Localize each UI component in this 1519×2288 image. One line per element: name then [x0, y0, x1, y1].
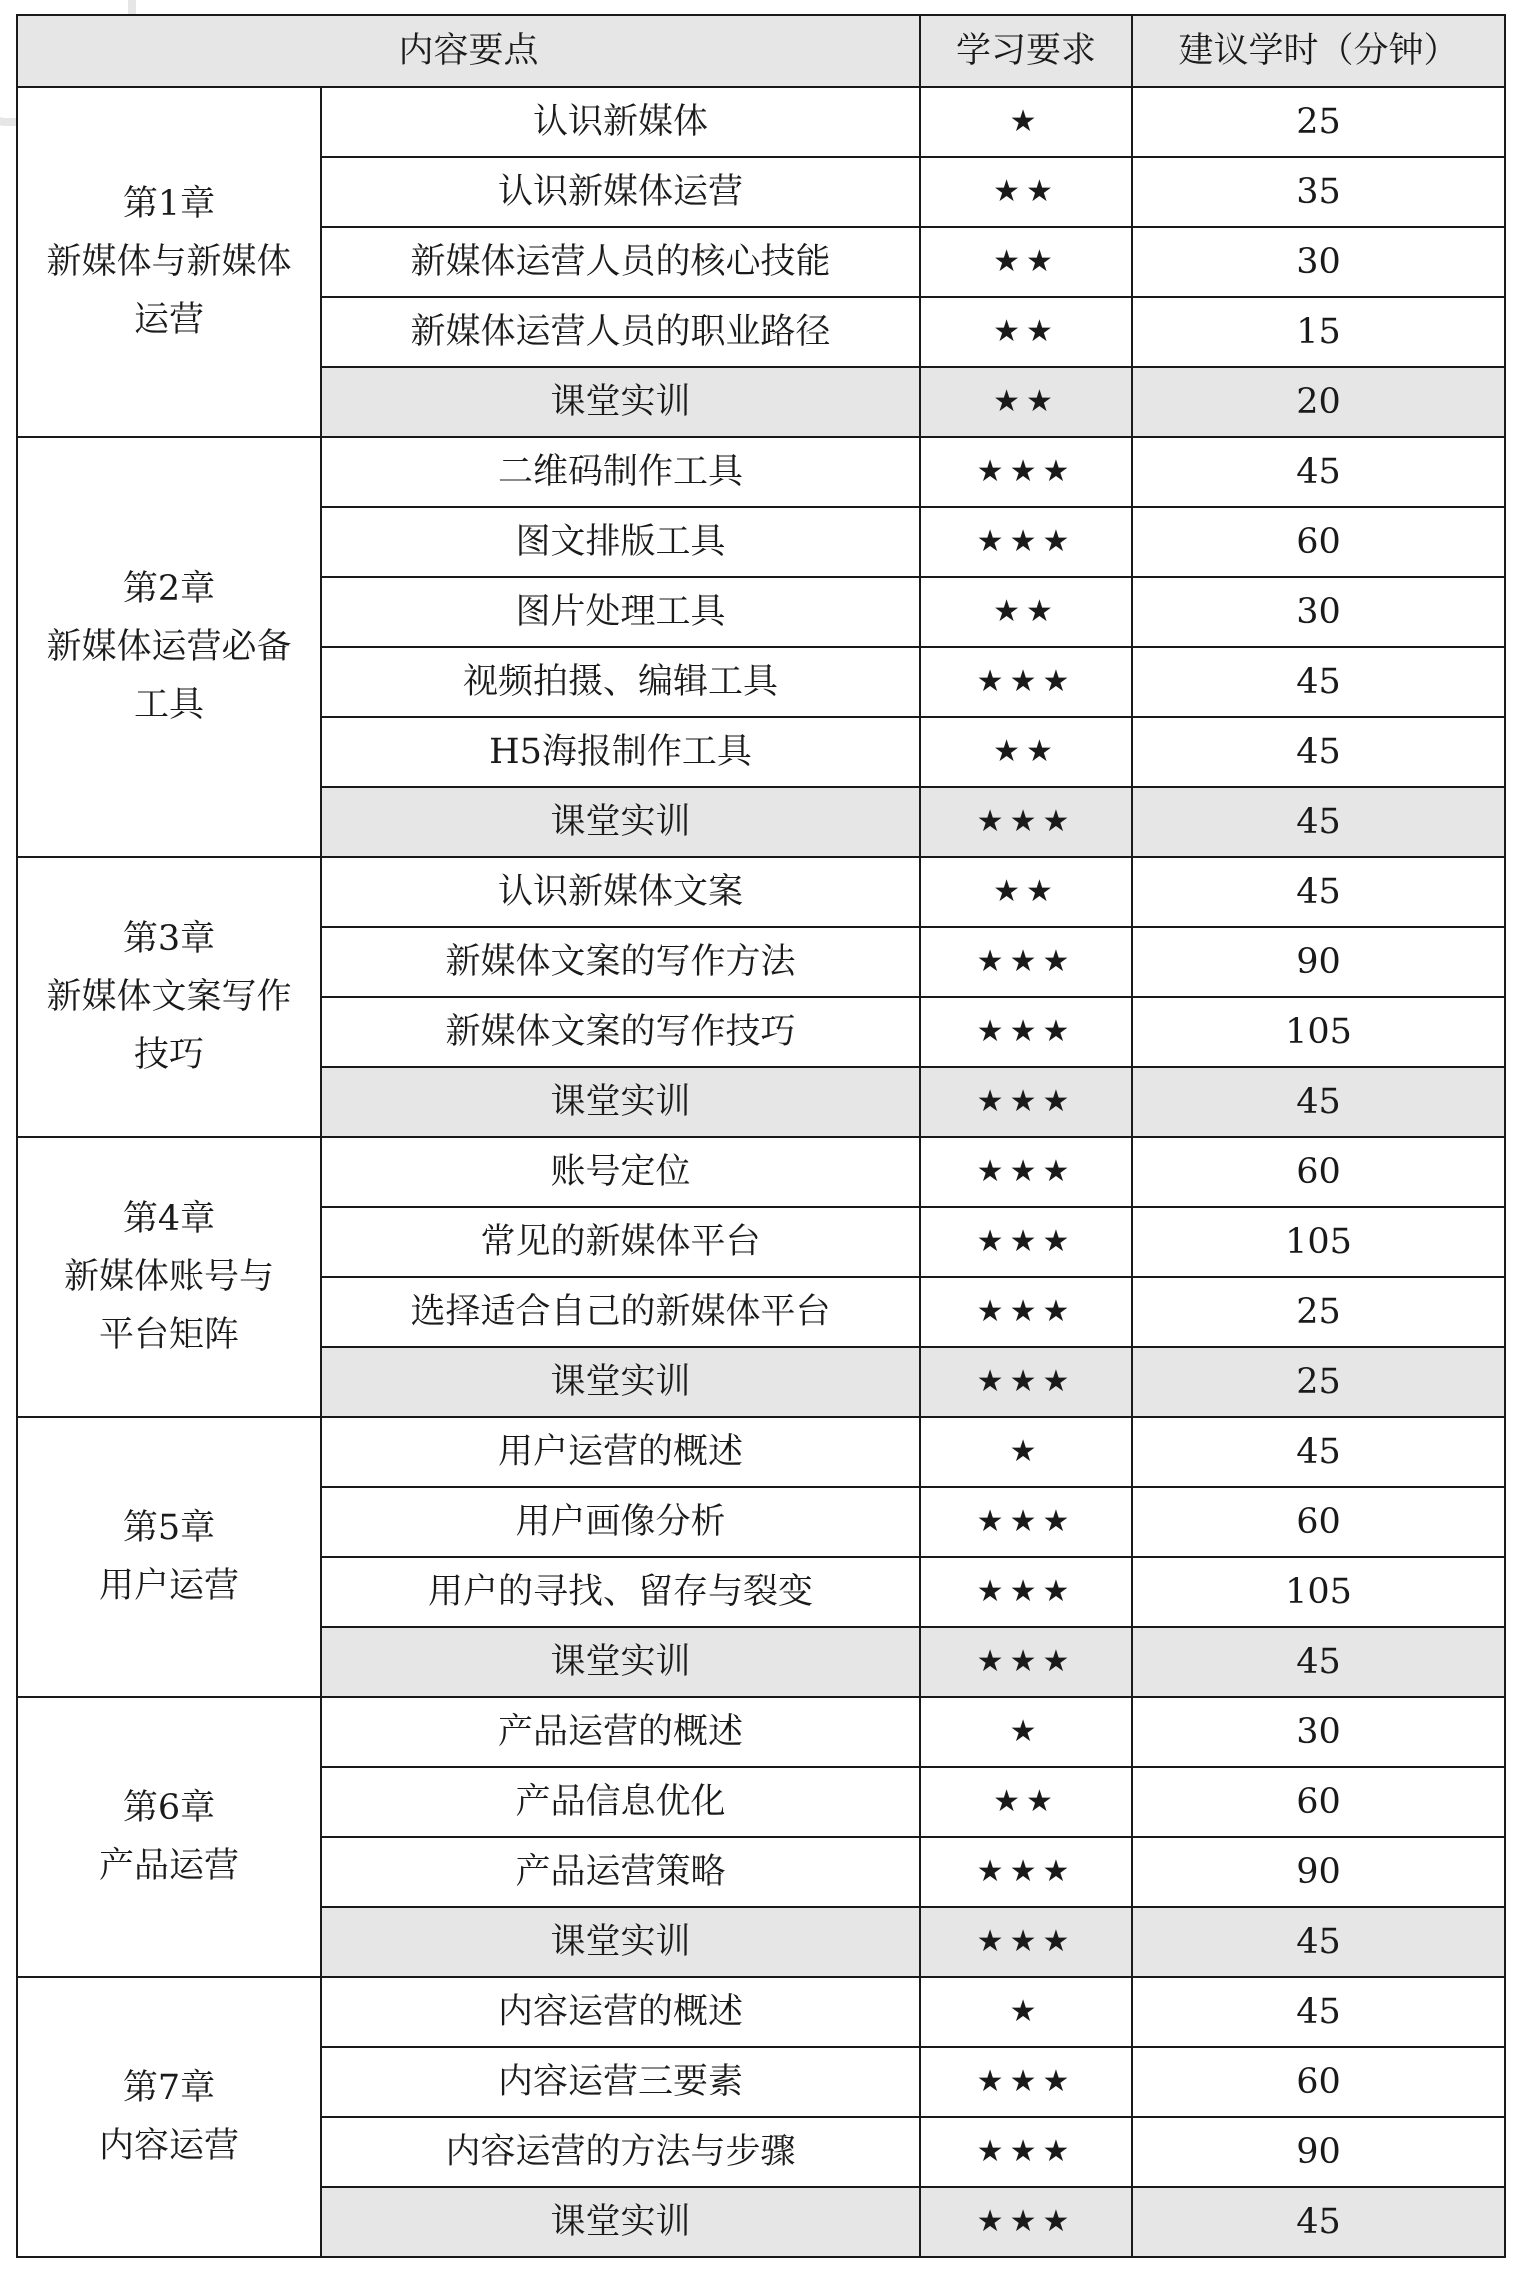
topic-cell: 新媒体运营人员的职业路径 — [321, 297, 920, 367]
topic-cell: 新媒体文案的写作技巧 — [321, 997, 920, 1067]
topic-cell: 课堂实训 — [321, 1627, 920, 1697]
minutes-cell: 30 — [1132, 577, 1505, 647]
requirement-stars: ★★★ — [920, 1067, 1132, 1137]
requirement-stars: ★★★ — [920, 2187, 1132, 2257]
topic-cell: 认识新媒体运营 — [321, 157, 920, 227]
minutes-cell: 30 — [1132, 1697, 1505, 1767]
header-hours: 建议学时（分钟） — [1132, 15, 1505, 87]
topic-cell: 内容运营的概述 — [321, 1977, 920, 2047]
minutes-cell: 90 — [1132, 1837, 1505, 1907]
requirement-stars: ★★ — [920, 157, 1132, 227]
table-header — [17, 15, 1505, 87]
topic-cell: 常见的新媒体平台 — [321, 1207, 920, 1277]
topic-cell: 新媒体运营人员的核心技能 — [321, 227, 920, 297]
minutes-cell: 105 — [1132, 997, 1505, 1067]
requirement-stars: ★★★ — [920, 1837, 1132, 1907]
header-requirement: 学习要求 — [920, 15, 1132, 87]
topic-cell: H5海报制作工具 — [321, 717, 920, 787]
requirement-stars: ★★ — [920, 717, 1132, 787]
minutes-cell: 90 — [1132, 927, 1505, 997]
requirement-stars: ★★★ — [920, 1627, 1132, 1697]
chapter-title-line: 运营 — [133, 300, 204, 340]
chapter-number: 第6章 — [122, 1788, 216, 1828]
requirement-stars: ★★ — [920, 227, 1132, 297]
chapter-cell — [17, 1977, 321, 2257]
topic-cell: 二维码制作工具 — [321, 437, 920, 507]
topic-cell: 认识新媒体文案 — [321, 857, 920, 927]
minutes-cell: 15 — [1132, 297, 1505, 367]
requirement-stars: ★ — [920, 1697, 1132, 1767]
topic-cell: 产品运营的概述 — [321, 1697, 920, 1767]
topic-cell: 课堂实训 — [321, 1067, 920, 1137]
requirement-stars: ★★★ — [920, 1907, 1132, 1977]
requirement-stars: ★★★ — [920, 1137, 1132, 1207]
topic-cell: 产品运营策略 — [321, 1837, 920, 1907]
chapter-title-line: 产品运营 — [98, 1846, 239, 1886]
minutes-cell: 45 — [1132, 1977, 1505, 2047]
chapter-title-line: 工具 — [133, 685, 204, 725]
table-row — [17, 1137, 1505, 1207]
table-row — [17, 437, 1505, 507]
minutes-cell: 45 — [1132, 2187, 1505, 2257]
requirement-stars: ★★ — [920, 857, 1132, 927]
minutes-cell: 60 — [1132, 1487, 1505, 1557]
chapter-title-line: 新媒体与新媒体 — [46, 242, 292, 282]
chapter-number: 第7章 — [122, 2068, 216, 2108]
requirement-stars: ★★★ — [920, 1277, 1132, 1347]
minutes-cell: 45 — [1132, 717, 1505, 787]
chapter-cell — [17, 1137, 321, 1417]
minutes-cell: 45 — [1132, 1907, 1505, 1977]
topic-cell: 图片处理工具 — [321, 577, 920, 647]
requirement-stars: ★★★ — [920, 997, 1132, 1067]
header-row — [17, 15, 1505, 87]
minutes-cell: 45 — [1132, 857, 1505, 927]
requirement-stars: ★★★ — [920, 1557, 1132, 1627]
table-row — [17, 87, 1505, 157]
topic-cell: 账号定位 — [321, 1137, 920, 1207]
requirement-stars: ★★★ — [920, 2117, 1132, 2187]
minutes-cell: 60 — [1132, 1137, 1505, 1207]
minutes-cell: 30 — [1132, 227, 1505, 297]
chapter-number: 第5章 — [122, 1508, 216, 1548]
requirement-stars: ★ — [920, 1417, 1132, 1487]
minutes-cell: 25 — [1132, 87, 1505, 157]
minutes-cell: 25 — [1132, 1277, 1505, 1347]
minutes-cell: 45 — [1132, 437, 1505, 507]
chapter-title-line: 用户运营 — [98, 1566, 239, 1606]
topic-cell: 课堂实训 — [321, 1347, 920, 1417]
requirement-stars: ★★ — [920, 1767, 1132, 1837]
topic-cell: 用户运营的概述 — [321, 1417, 920, 1487]
chapter-number: 第4章 — [122, 1199, 216, 1239]
topic-cell: 内容运营的方法与步骤 — [321, 2117, 920, 2187]
topic-cell: 用户画像分析 — [321, 1487, 920, 1557]
requirement-stars: ★★★ — [920, 787, 1132, 857]
topic-cell: 选择适合自己的新媒体平台 — [321, 1277, 920, 1347]
course-plan-table — [16, 14, 1506, 2258]
table-row — [17, 857, 1505, 927]
chapter-title-line: 新媒体文案写作 — [46, 977, 292, 1017]
minutes-cell: 60 — [1132, 507, 1505, 577]
minutes-cell: 45 — [1132, 787, 1505, 857]
chapter-title-line: 内容运营 — [98, 2126, 239, 2166]
minutes-cell: 90 — [1132, 2117, 1505, 2187]
chapter-number: 第1章 — [122, 184, 216, 224]
topic-cell: 用户的寻找、留存与裂变 — [321, 1557, 920, 1627]
requirement-stars: ★★ — [920, 297, 1132, 367]
topic-cell: 图文排版工具 — [321, 507, 920, 577]
chapter-cell — [17, 1697, 321, 1977]
minutes-cell: 45 — [1132, 647, 1505, 717]
requirement-stars: ★★★ — [920, 437, 1132, 507]
minutes-cell: 20 — [1132, 367, 1505, 437]
header-content: 内容要点 — [17, 15, 920, 87]
requirement-stars: ★★★ — [920, 2047, 1132, 2117]
requirement-stars: ★★★ — [920, 927, 1132, 997]
chapter-cell — [17, 87, 321, 437]
chapter-title-line: 平台矩阵 — [98, 1315, 239, 1355]
topic-cell: 课堂实训 — [321, 2187, 920, 2257]
requirement-stars: ★★ — [920, 367, 1132, 437]
chapter-title-line: 新媒体账号与 — [63, 1257, 274, 1297]
topic-cell: 新媒体文案的写作方法 — [321, 927, 920, 997]
requirement-stars: ★★ — [920, 577, 1132, 647]
minutes-cell: 25 — [1132, 1347, 1505, 1417]
chapter-number: 第2章 — [122, 569, 216, 609]
requirement-stars: ★ — [920, 1977, 1132, 2047]
topic-cell: 课堂实训 — [321, 1907, 920, 1977]
requirement-stars: ★★★ — [920, 1487, 1132, 1557]
topic-cell: 产品信息优化 — [321, 1767, 920, 1837]
minutes-cell: 45 — [1132, 1417, 1505, 1487]
table-row — [17, 1417, 1505, 1487]
topic-cell: 认识新媒体 — [321, 87, 920, 157]
topic-cell: 视频拍摄、编辑工具 — [321, 647, 920, 717]
chapter-title-line: 新媒体运营必备 — [46, 627, 292, 667]
minutes-cell: 105 — [1132, 1557, 1505, 1627]
minutes-cell: 60 — [1132, 2047, 1505, 2117]
chapter-cell — [17, 437, 321, 857]
topic-cell: 内容运营三要素 — [321, 2047, 920, 2117]
requirement-stars: ★★★ — [920, 507, 1132, 577]
requirement-stars: ★ — [920, 87, 1132, 157]
requirement-stars: ★★★ — [920, 1347, 1132, 1417]
chapter-number: 第3章 — [122, 919, 216, 959]
requirement-stars: ★★★ — [920, 1207, 1132, 1277]
chapter-title-line: 技巧 — [133, 1035, 204, 1075]
requirement-stars: ★★★ — [920, 647, 1132, 717]
table-row — [17, 1697, 1505, 1767]
minutes-cell: 105 — [1132, 1207, 1505, 1277]
table-row — [17, 1977, 1505, 2047]
topic-cell: 课堂实训 — [321, 367, 920, 437]
minutes-cell: 35 — [1132, 157, 1505, 227]
table-body — [17, 87, 1505, 2257]
minutes-cell: 60 — [1132, 1767, 1505, 1837]
minutes-cell: 45 — [1132, 1627, 1505, 1697]
chapter-cell — [17, 1417, 321, 1697]
topic-cell: 课堂实训 — [321, 787, 920, 857]
chapter-cell — [17, 857, 321, 1137]
minutes-cell: 45 — [1132, 1067, 1505, 1137]
